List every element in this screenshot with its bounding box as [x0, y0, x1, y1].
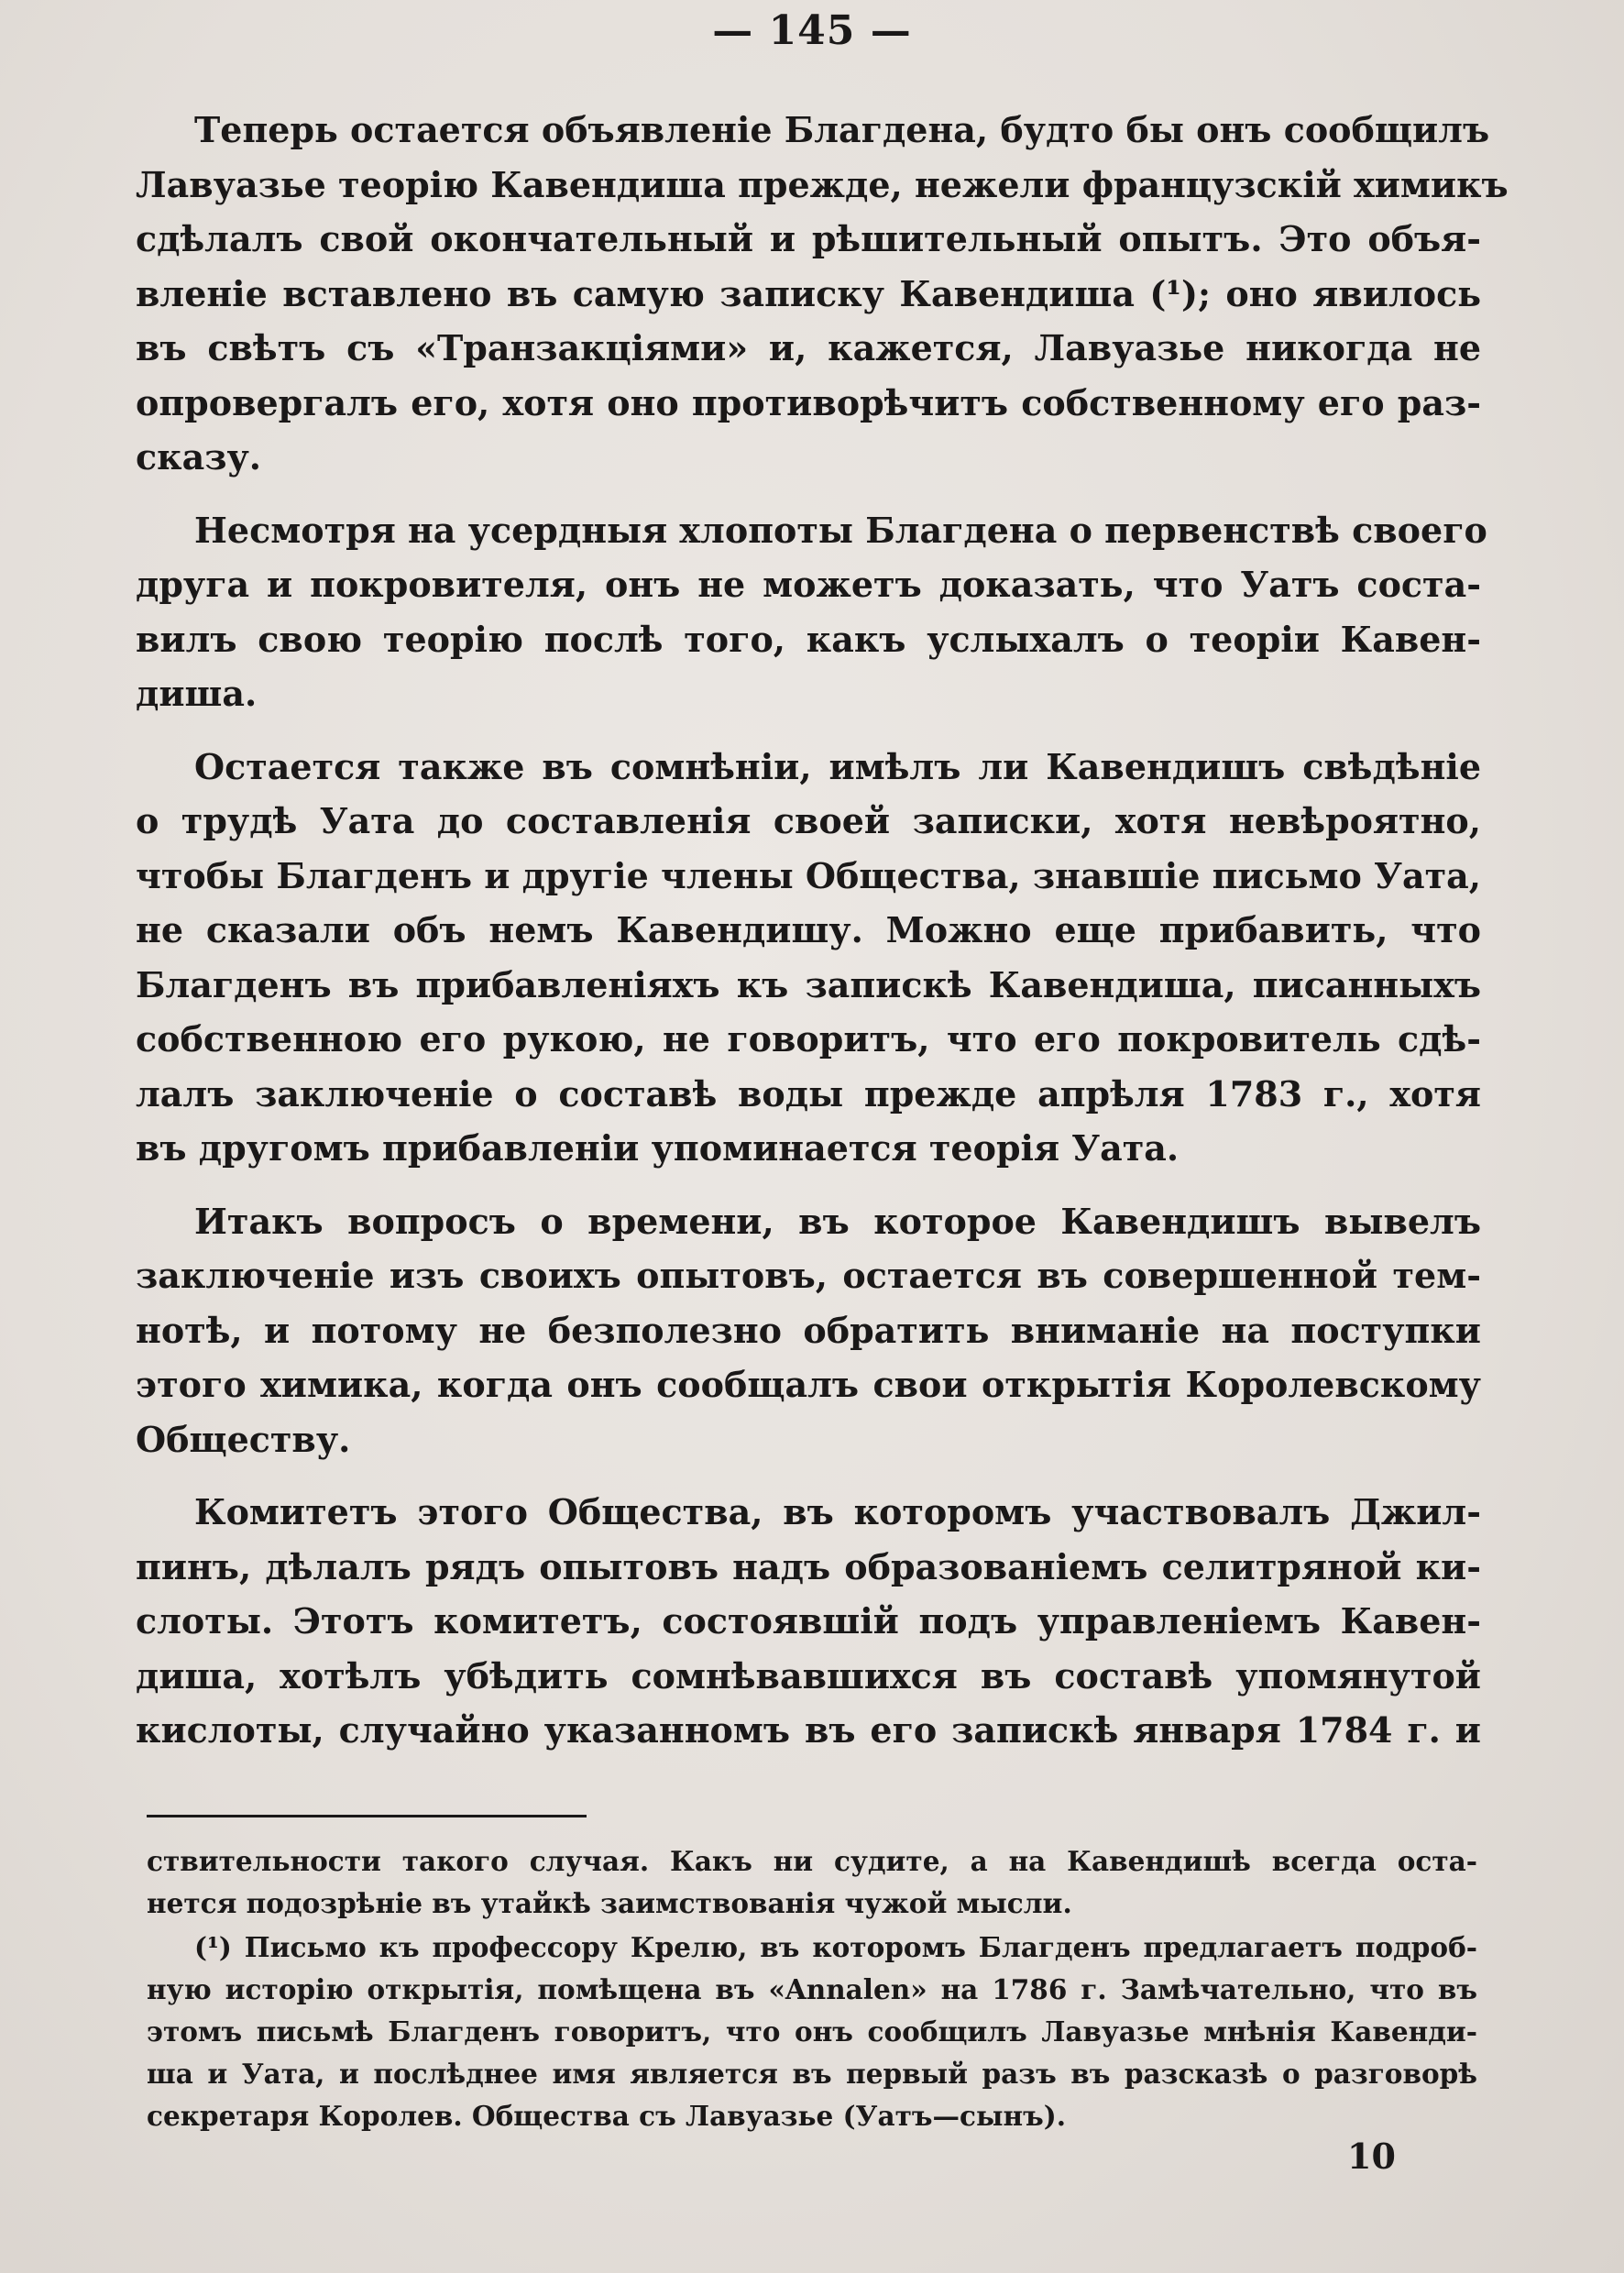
text-line: лалъ заключеніе о составѣ воды прежде апрѣля 1783 г., хотя [136, 1072, 1481, 1115]
text-line: не сказали объ немъ Кавендишу. Можно еще прибавить, что [136, 909, 1481, 950]
text-line: въ свѣтъ съ «Транзакціями» и, кажется, Лавуазье никогда не [136, 327, 1481, 368]
footnote-divider [147, 1815, 587, 1817]
text-line: кислоты, случайно указанномъ въ его запискѣ января 1784 г. и [136, 1709, 1481, 1751]
footnote-line: (¹) Письмо къ профессору Крелю, въ которомъ Благденъ предлагаетъ подроб- [194, 1931, 1477, 1963]
paragraph-3 [136, 740, 1481, 1176]
text-line: Несмотря на усердныя хлопоты Благдена о первенствѣ своего [194, 509, 1487, 551]
footnote-continuation [147, 1840, 1477, 1925]
text-line: Итакъ вопросъ о времени, въ которое Кавендишъ вывелъ [194, 1200, 1481, 1242]
footnote-line: этомъ письмѣ Благденъ говоритъ, что онъ сообщилъ Лавуазье мнѣнія Кавенди- [147, 2015, 1477, 2048]
text-line: друга и покровителя, онъ не можетъ доказать, что Уатъ соста- [136, 564, 1481, 605]
text-line: въ другомъ прибавленіи упоминается теорія Уата. [136, 1127, 1180, 1169]
footnote-line: нется подозрѣніе въ утайкѣ заимствованія чужой мысли. [147, 1887, 1072, 1919]
text-line: диша. [136, 673, 258, 714]
text-line: опровергалъ его, хотя оно противорѣчитъ собственному его раз- [136, 381, 1481, 423]
text-line: сказу. [136, 436, 262, 478]
text-line: этого химика, когда онъ сообщалъ свои открытія Королевскому [136, 1364, 1481, 1405]
text-line: сдѣлалъ свой окончательный и рѣшительный опытъ. Это объя- [136, 218, 1481, 259]
page-number: — 145 — [712, 7, 912, 54]
paragraph-2 [136, 503, 1487, 721]
text-line: Обществу. [136, 1418, 351, 1460]
text-line: Теперь остается объявленіе Благдена, будто бы онъ сообщилъ [194, 109, 1490, 150]
text-line: Комитетъ этого Общества, въ которомъ участвовалъ Джил- [194, 1491, 1481, 1532]
main-text [136, 103, 1509, 1776]
text-line: Лавуазье теорію Кавендиша прежде, нежели французскій химикъ [136, 163, 1509, 205]
text-line: вленіе вставлено въ самую записку Кавендиша (¹); оно явилось [136, 272, 1481, 314]
paragraph-1 [136, 103, 1509, 485]
text-line: Остается также въ сомнѣніи, имѣлъ ли Кавендишъ свѣдѣніе [194, 745, 1481, 787]
footnote-line: ша и Уата, и послѣднее имя является въ первый разъ въ разсказѣ о разговорѣ [147, 2058, 1477, 2090]
paragraph-5 [136, 1485, 1481, 1758]
text-line: чтобы Благденъ и другіе члены Общества, знавшіе письмо Уата, [136, 854, 1481, 896]
text-line: нотѣ, и потому не безполезно обратить вниманіе на поступки [136, 1309, 1481, 1351]
signature-mark: 10 [1347, 2136, 1396, 2177]
text-line: Благденъ въ прибавленіяхъ къ запискѣ Кавендиша, писанныхъ [136, 963, 1481, 1005]
text-line: слоты. Этотъ комитетъ, состоявшій подъ управленіемъ Кавен- [136, 1600, 1481, 1642]
paragraph-4 [136, 1194, 1481, 1467]
text-line: о трудѣ Уата до составленія своей записки, хотя невѣроятно, [136, 800, 1481, 841]
text-line: вилъ свою теорію послѣ того, какъ услыхалъ о теоріи Кавен- [136, 618, 1481, 660]
text-line: пинъ, дѣлалъ рядъ опытовъ надъ образованіемъ селитряной ки- [136, 1545, 1481, 1587]
text-line: заключеніе изъ своихъ опытовъ, остается въ совершенной тем- [136, 1255, 1481, 1296]
footnote-line: ствительности такого случая. Какъ ни судите, а на Кавендишѣ всегда оста- [147, 1845, 1477, 1877]
footnote-line: ную исторію открытія, помѣщена въ «Annalen» на 1786 г. Замѣчательно, что въ [147, 1973, 1477, 2005]
footnote-1 [147, 1927, 1477, 2137]
footnotes [147, 1840, 1477, 2139]
footnote-line: секретаря Королев. Общества съ Лавуазье (Уатъ—сынъ). [147, 2100, 1066, 2132]
text-line: диша, хотѣлъ убѣдить сомнѣвавшихся въ составѣ упомянутой [136, 1654, 1481, 1697]
text-line: собственною его рукою, не говоритъ, что его покровитель сдѣ- [136, 1018, 1481, 1060]
